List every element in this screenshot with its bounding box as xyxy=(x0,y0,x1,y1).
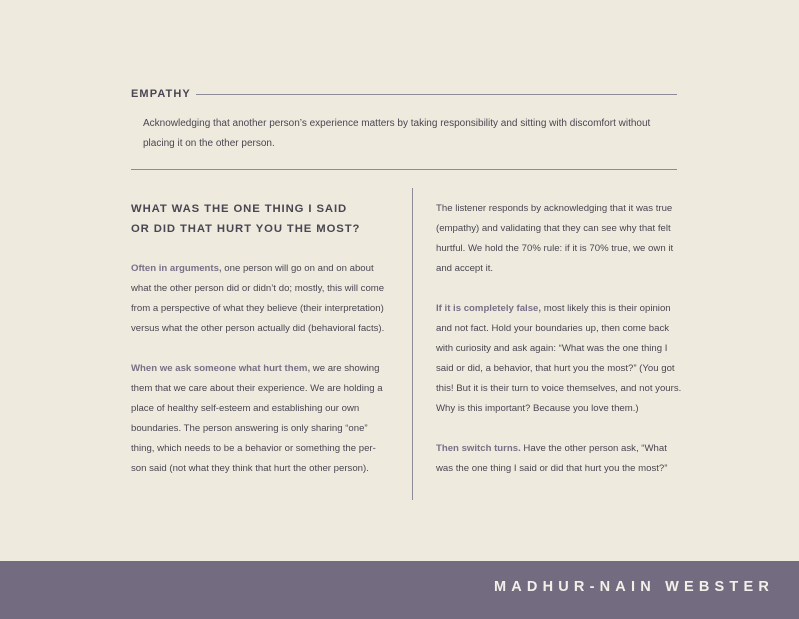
question-line-1: WHAT WAS THE ONE THING I SAID xyxy=(131,203,348,215)
section-header xyxy=(131,87,677,103)
section-title: EMPATHY xyxy=(131,88,191,100)
paragraph-lead: If it is completely false, xyxy=(436,303,542,314)
paragraph-body: The listener responds by acknowledging that it was true (empathy) and validating that they can see why that felt hurtful. We hold the 70% rule: if it is 70% true, we own it and accept it. xyxy=(436,203,674,274)
paragraph-body: most likely this is their opinion and not fact. Hold your boundaries up, then come back with curiosity and ask again: “What was the one thing I said or did, a behavior, that hurt you the most?” (You got this! But it is their turn to voice themselves, and not yours. Why is this important? Because you love them.) xyxy=(436,303,682,414)
column-divider xyxy=(412,188,413,500)
paragraph-body: Have the other person ask, “What was the one thing I said or did that hurt you the most?” xyxy=(436,443,668,474)
paragraph-lead: When we ask someone what hurt them, xyxy=(131,363,311,374)
paragraph-body: one person will go on and on about what the other person did or didn’t do; mostly, this will come from a perspective of what they believe (their interpretation) versus what the other person actually did (behavioral facts). xyxy=(131,263,385,334)
footer-bar xyxy=(0,561,799,619)
right-column xyxy=(436,199,686,479)
paragraph-lead: Then switch turns. xyxy=(436,443,521,454)
paragraph-what-hurt xyxy=(131,359,386,479)
paragraph-arguments xyxy=(131,259,386,339)
paragraph-body: we are showing them that we care about their experience. We are holding a place of healthy self-esteem and establishing our own boundaries. The person answering is only sharing “one” thing, which needs to be a behavior or something the per-son said (not what they think that hurt the other person). xyxy=(131,363,383,474)
question-line-2: OR DID THAT HURT YOU THE MOST? xyxy=(131,223,361,235)
paragraph-false xyxy=(436,299,686,419)
author-brand: MADHUR-NAIN WEBSTER xyxy=(493,579,774,595)
paragraph-lead: Often in arguments, xyxy=(131,263,222,274)
definition-text: Acknowledging that another person’s experience matters by taking responsibility and sitting with discomfort without placing it on the other person. xyxy=(143,118,651,149)
paragraph-listener xyxy=(436,199,686,279)
left-column xyxy=(131,199,386,479)
question-heading xyxy=(131,199,386,239)
header-rule xyxy=(196,94,677,95)
section-divider xyxy=(131,169,677,170)
paragraph-switch-turns xyxy=(436,439,686,479)
